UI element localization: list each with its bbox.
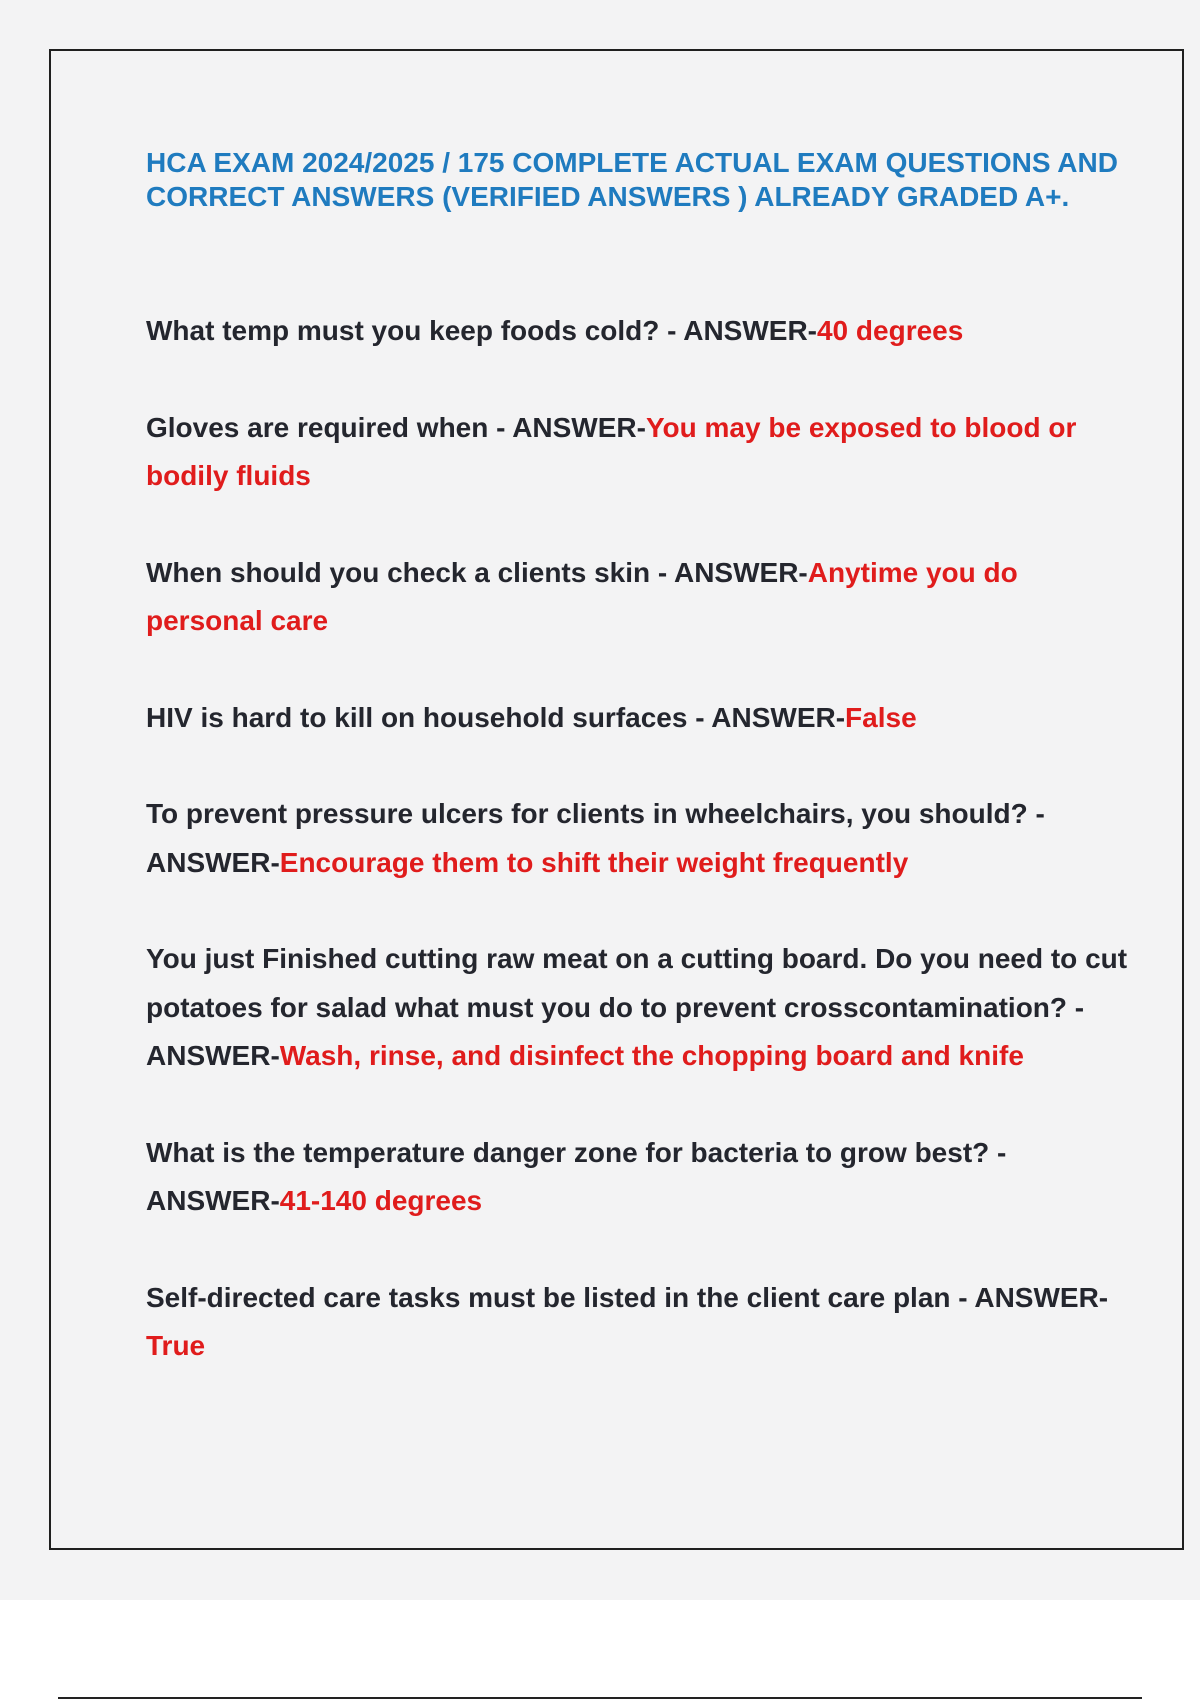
answer-text: You may be exposed to blood or bodily fluids: [146, 411, 1077, 491]
answer-prefix: ANSWER-: [146, 1040, 280, 1071]
answer-text: True: [146, 1330, 206, 1361]
question-text: What is the temperature danger zone for bacteria to grow best? -: [146, 1136, 1007, 1168]
question-text: Gloves are required when -: [146, 411, 513, 443]
qa-item-5: [146, 790, 1136, 887]
question-text: HIV is hard to kill on household surfaces -: [146, 701, 712, 733]
document-title: HCA EXAM 2024/2025 / 175 COMPLETE ACTUAL EXAM QUESTIONS AND CORRECT ANSWERS (VERIFIED ANSWERS ) ALREADY GRADED A+.: [146, 147, 1118, 212]
answer-prefix: ANSWER-: [512, 411, 646, 443]
answer-text: 41-140 degrees: [279, 1185, 483, 1216]
qa-item-3: [146, 549, 1136, 646]
answer-text: Anytime you do personal care: [146, 556, 1018, 636]
answer-prefix: ANSWER-: [673, 556, 808, 588]
answer-text: False: [845, 701, 917, 733]
answer-text: Encourage them to shift their weight frequently: [279, 846, 909, 878]
qa-item-7: [146, 1129, 1136, 1226]
page-footer-rule: [58, 1697, 1142, 1699]
question-text: To prevent pressure ulcers for clients in wheelchairs, you should? -: [146, 798, 1045, 829]
qa-item-8: [146, 1274, 1136, 1371]
answer-prefix: ANSWER-: [683, 315, 817, 346]
answer-prefix: ANSWER-: [711, 701, 846, 733]
answer-prefix: ANSWER-: [146, 1185, 280, 1216]
question-answer-list: [146, 307, 1136, 1419]
answer-text: Wash, rinse, and disinfect the chopping board and knife: [279, 1040, 1024, 1071]
question-text: What temp must you keep foods cold? -: [146, 315, 684, 346]
answer-prefix: ANSWER-: [146, 846, 280, 878]
qa-item-4: [146, 694, 1136, 743]
qa-item-2: [146, 404, 1136, 501]
qa-item-1: [146, 307, 1136, 356]
answer-prefix: ANSWER-: [974, 1281, 1109, 1313]
document-page: [49, 49, 1184, 1550]
question-text: When should you check a clients skin -: [146, 556, 674, 588]
question-text: Self-directed care tasks must be listed in the client care plan -: [146, 1281, 975, 1313]
qa-item-6: [146, 935, 1136, 1081]
answer-text: 40 degrees: [816, 315, 964, 346]
question-text: You just Finished cutting raw meat on a cutting board. Do you need to cut potatoes for salad what must you do to prevent crosscontamination? -: [146, 943, 1128, 1023]
